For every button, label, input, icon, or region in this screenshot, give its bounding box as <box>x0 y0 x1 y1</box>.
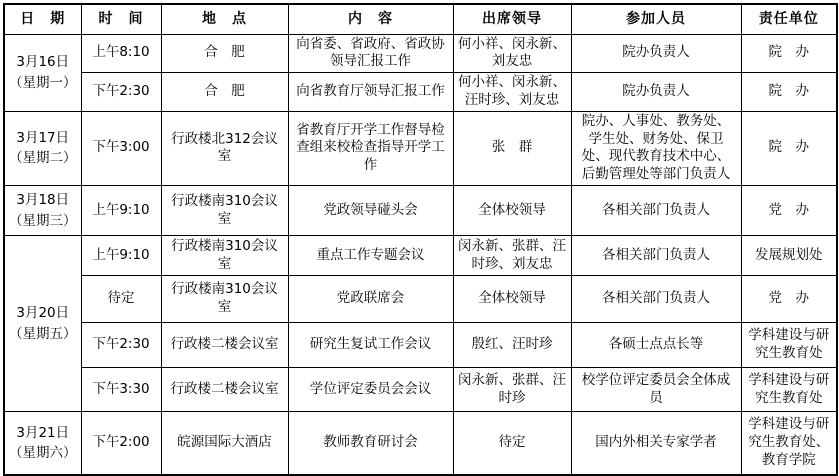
cell-time: 上午8:10 <box>81 34 161 73</box>
cell-content: 党政领导碰头会 <box>288 186 453 236</box>
cell-participants: 院办、人事处、教务处、学生处、财务处、保卫处、现代教育技术中心、后勤管理处等部门负责人 <box>571 111 741 185</box>
header-unit: 责任单位 <box>741 4 837 34</box>
date-line: 3月18日 <box>16 192 70 209</box>
cell-place: 合 肥 <box>161 73 288 112</box>
weekday-line: （星期三） <box>9 212 77 229</box>
cell-time: 下午2:00 <box>81 412 161 475</box>
header-content: 内 容 <box>288 4 453 34</box>
cell-participants: 各相关部门负责人 <box>571 276 741 323</box>
cell-unit: 院 办 <box>741 111 837 185</box>
schedule-table <box>3 3 838 476</box>
table-row <box>4 34 837 73</box>
table-row <box>4 236 837 276</box>
cell-unit: 院 办 <box>741 73 837 112</box>
cell-unit: 学科建设与研究生教育处、教育学院 <box>741 412 837 475</box>
date-line: 3月16日 <box>16 54 70 71</box>
cell-date-mar18 <box>4 186 81 236</box>
table-row <box>4 412 837 475</box>
cell-participants: 各相关部门负责人 <box>571 236 741 276</box>
cell-content: 研究生复试工作会议 <box>288 323 453 368</box>
cell-place: 行政楼南310会议室 <box>161 186 288 236</box>
date-line: 3月21日 <box>16 424 70 441</box>
weekday-line: （星期一） <box>9 74 77 91</box>
cell-participants: 各硕士点点长等 <box>571 323 741 368</box>
cell-leaders: 何小祥、闵永新、刘友忠 <box>453 34 571 73</box>
header-date: 日 期 <box>4 4 81 34</box>
cell-time: 上午9:10 <box>81 186 161 236</box>
cell-participants: 校学位评定委员会全体成员 <box>571 368 741 412</box>
cell-place: 合 肥 <box>161 34 288 73</box>
header-place: 地 点 <box>161 4 288 34</box>
cell-unit: 院 办 <box>741 34 837 73</box>
cell-unit: 学科建设与研究生教育处 <box>741 323 837 368</box>
table-row <box>4 368 837 412</box>
table-row <box>4 186 837 236</box>
date-line: 3月20日 <box>16 305 70 322</box>
cell-date-mar16 <box>4 34 81 111</box>
cell-unit: 学科建设与研究生教育处 <box>741 368 837 412</box>
cell-leaders: 张 群 <box>453 111 571 185</box>
cell-content: 向省委、省政府、省政协领导汇报工作 <box>288 34 453 73</box>
cell-place: 皖源国际大酒店 <box>161 412 288 475</box>
table-row <box>4 73 837 112</box>
cell-unit: 党 办 <box>741 276 837 323</box>
cell-content: 向省教育厅领导汇报工作 <box>288 73 453 112</box>
table-row <box>4 323 837 368</box>
cell-time: 待定 <box>81 276 161 323</box>
cell-participants: 各相关部门负责人 <box>571 186 741 236</box>
cell-place: 行政楼北312会议室 <box>161 111 288 185</box>
cell-content: 学位评定委员会会议 <box>288 368 453 412</box>
header-participants: 参加人员 <box>571 4 741 34</box>
cell-leaders: 全体校领导 <box>453 276 571 323</box>
weekday-line: （星期六） <box>9 444 77 461</box>
cell-leaders: 何小祥、闵永新、汪时珍、刘友忠 <box>453 73 571 112</box>
cell-leaders: 全体校领导 <box>453 186 571 236</box>
cell-leaders: 闵永新、张群、汪时珍 <box>453 368 571 412</box>
table-row <box>4 276 837 323</box>
date-line: 3月17日 <box>16 130 70 147</box>
weekday-line: （星期五） <box>9 325 77 342</box>
cell-date-mar17 <box>4 111 81 185</box>
header-row <box>4 4 837 34</box>
header-time: 时 间 <box>81 4 161 34</box>
cell-place: 行政楼二楼会议室 <box>161 323 288 368</box>
cell-date-mar20 <box>4 236 81 412</box>
cell-participants: 国内外相关专家学者 <box>571 412 741 475</box>
cell-unit: 党 办 <box>741 186 837 236</box>
cell-time: 上午9:10 <box>81 236 161 276</box>
cell-participants: 院办负责人 <box>571 73 741 112</box>
cell-place: 行政楼二楼会议室 <box>161 368 288 412</box>
cell-place: 行政楼南310会议室 <box>161 276 288 323</box>
cell-leaders: 闵永新、张群、汪时珍、刘友忠 <box>453 236 571 276</box>
cell-date-mar21 <box>4 412 81 475</box>
cell-place: 行政楼南310会议室 <box>161 236 288 276</box>
table-row <box>4 111 837 185</box>
cell-content: 省教育厅开学工作督导检查组来校检查指导开学工作 <box>288 111 453 185</box>
cell-leaders: 待定 <box>453 412 571 475</box>
cell-participants: 院办负责人 <box>571 34 741 73</box>
cell-time: 下午3:00 <box>81 111 161 185</box>
cell-content: 教师教育研讨会 <box>288 412 453 475</box>
cell-content: 重点工作专题会议 <box>288 236 453 276</box>
cell-time: 下午2:30 <box>81 323 161 368</box>
cell-unit: 发展规划处 <box>741 236 837 276</box>
cell-time: 下午3:30 <box>81 368 161 412</box>
cell-content: 党政联席会 <box>288 276 453 323</box>
header-leaders: 出席领导 <box>453 4 571 34</box>
weekday-line: （星期二） <box>9 150 77 167</box>
cell-time: 下午2:30 <box>81 73 161 112</box>
cell-leaders: 殷红、汪时珍 <box>453 323 571 368</box>
